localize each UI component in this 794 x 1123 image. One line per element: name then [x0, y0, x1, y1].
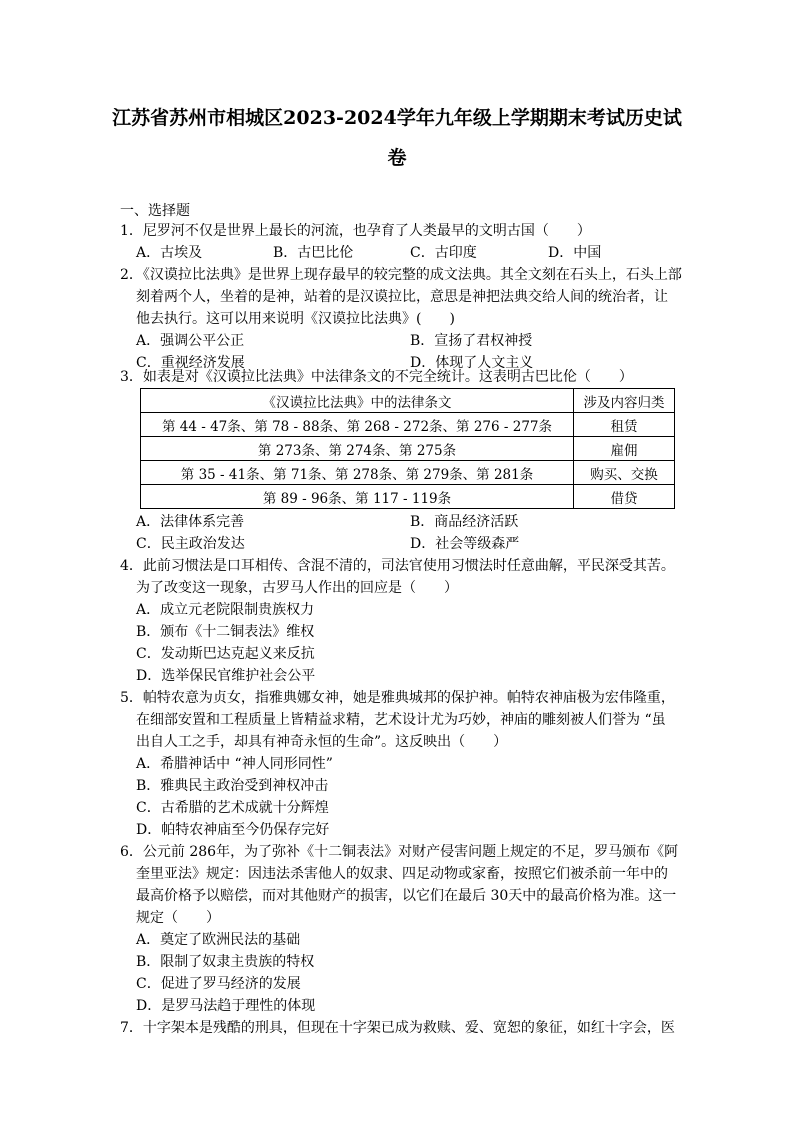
question-5-stem-line-3: 出自人工之手，却具有神奇永恒的生命”。这反映出（ ） — [136, 734, 508, 750]
question-3-option-d: D．社会等级森严 — [410, 536, 520, 552]
page-title-line-2: 卷 — [387, 147, 407, 169]
question-4-stem-line-1: 4．此前习惯法是口耳相传、含混不清的，司法官使用习惯法时任意曲解，平民深受其苦。 — [120, 558, 675, 574]
question-1-option-c: C．古印度 — [410, 245, 477, 261]
question-5-stem-line-1: 5．帕特农意为贞女，指雅典娜女神，她是雅典城邦的保护神。帕特农神庙极为宏伟隆重， — [120, 690, 675, 706]
question-5-option-a: A．希腊神话中 “神人同形同性” — [136, 756, 333, 772]
question-5-option-c: C．古希腊的艺术成就十分辉煌 — [136, 800, 329, 816]
question-6-option-c: C．促进了罗马经济的发展 — [136, 976, 301, 992]
question-3-stem: 3．如表是对《汉谟拉比法典》中法律条文的不完全统计。这表明古巴比伦（ ） — [120, 369, 633, 385]
question-4-option-c: C．发动斯巴达克起义来反抗 — [136, 646, 315, 662]
question-4-option-b: B．颁布《十二铜表法》维权 — [136, 624, 315, 640]
table-cell-articles: 第 89 - 96条、第 117 - 119条 — [141, 485, 574, 509]
question-2-option-d: D．体现了人文主义 — [410, 355, 534, 371]
table-row — [141, 461, 675, 485]
table-header-cell: 《汉谟拉比法典》中的法律条文 — [141, 389, 574, 413]
question-5-option-d: D．帕特农神庙至今仍保存完好 — [136, 822, 330, 838]
question-2-stem-line-2: 刻着两个人，坐着的是神，站着的是汉谟拉比，意思是神把法典交给人间的统治者，让 — [136, 289, 668, 305]
table-header-row — [141, 389, 675, 413]
section-heading: 一、选择题 — [120, 203, 190, 219]
question-5-stem-line-2: 在细部安置和工程质量上皆精益求精，艺术设计尤为巧妙，神庙的雕刻被人们誉为 “虽 — [136, 712, 666, 728]
table-row — [141, 485, 675, 509]
question-2-option-a: A．强调公平公正 — [136, 333, 245, 349]
question-4-stem-line-2: 为了改变这一现象，古罗马人作出的回应是（ ） — [136, 580, 458, 596]
question-1-option-b: B．古巴比伦 — [273, 245, 354, 261]
table-cell-category: 购买、交换 — [574, 461, 675, 485]
law-statistics-table — [140, 388, 675, 509]
table-row — [141, 437, 675, 461]
question-7-stem-line-1: 7．十字架本是残酷的刑具，但现在十字架已成为救赎、爱、宽恕的象征，如红十字会，医 — [120, 1020, 675, 1036]
page-title-line-1: 江苏省苏州市相城区2023-2024学年九年级上学期期末考试历史试 — [112, 107, 682, 129]
question-6-option-a: A．奠定了欧洲民法的基础 — [136, 932, 301, 948]
table-cell-category: 雇佣 — [574, 437, 675, 461]
question-5-option-b: B．雅典民主政治受到神权冲击 — [136, 778, 329, 794]
question-6-option-d: D．是罗马法趋于理性的体现 — [136, 998, 316, 1014]
question-1-stem: 1．尼罗河不仅是世界上最长的河流，也孕育了人类最早的文明古国（ ） — [120, 223, 591, 239]
table-cell-category: 租赁 — [574, 413, 675, 437]
question-3-option-b: B．商品经济活跃 — [410, 514, 519, 530]
table-cell-articles: 第 35 - 41条、第 71条、第 278条、第 279条、第 281条 — [141, 461, 574, 485]
question-6-stem-line-4: 规定（ ） — [136, 910, 220, 926]
question-6-stem-line-2: 奎里亚法》规定：因违法杀害他人的奴隶、四足动物或家畜，按照它们被杀前一年中的 — [136, 866, 668, 882]
question-3-option-a: A．法律体系完善 — [136, 514, 245, 530]
table-cell-articles: 第 273条、第 274条、第 275条 — [141, 437, 574, 461]
table-row — [141, 413, 675, 437]
question-4-option-a: A．成立元老院限制贵族权力 — [136, 602, 315, 618]
question-1-option-d: D．中国 — [548, 245, 602, 261]
question-2-option-b: B．宣扬了君权神授 — [410, 333, 533, 349]
question-6-stem-line-1: 6．公元前 286年，为了弥补《十二铜表法》对财产侵害问题上规定的不足，罗马颁布《阿 — [120, 844, 679, 860]
question-1-option-a: A．古埃及 — [136, 245, 203, 261]
question-2-stem-line-1: 2．《汉谟拉比法典》是世界上现存最早的较完整的成文法典。其全文刻在石头上，石头上部 — [120, 267, 682, 283]
question-6-stem-line-3: 最高价格予以赔偿，而对其他财产的损害，以它们在最后 30天中的最高价格为准。这一 — [136, 888, 677, 904]
question-6-option-b: B．限制了奴隶主贵族的特权 — [136, 954, 315, 970]
table-header-cell: 涉及内容归类 — [574, 389, 675, 413]
question-2-option-c: C．重视经济发展 — [136, 355, 245, 371]
question-3-option-c: C．民主政治发达 — [136, 536, 245, 552]
question-2-stem-line-3: 他去执行。这可以用来说明《汉谟拉比法典》( ) — [136, 311, 455, 327]
question-4-option-d: D．选举保民官维护社会公平 — [136, 668, 316, 684]
table-cell-category: 借贷 — [574, 485, 675, 509]
table-cell-articles: 第 44 - 47条、第 78 - 88条、第 268 - 272条、第 276 - 277条 — [141, 413, 574, 437]
